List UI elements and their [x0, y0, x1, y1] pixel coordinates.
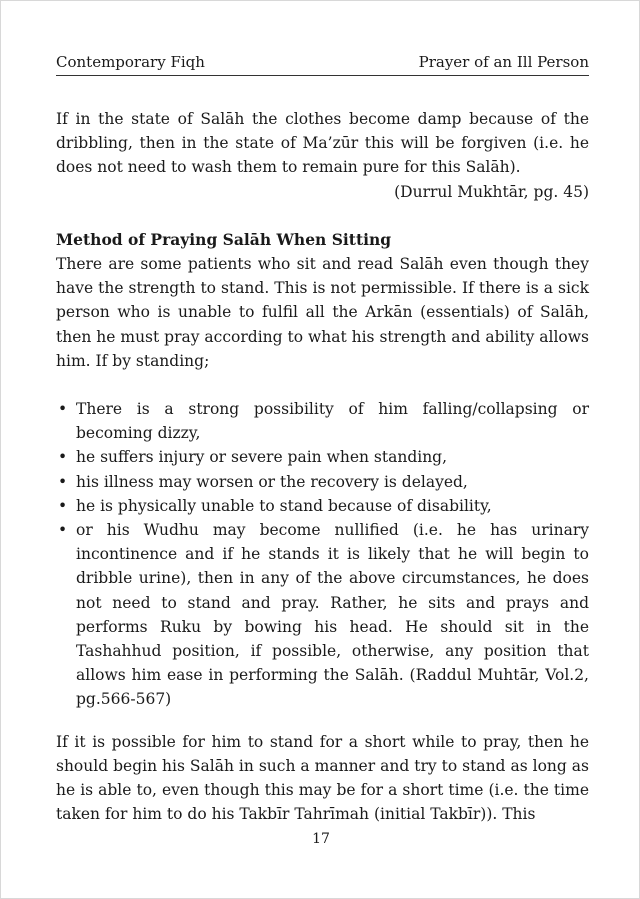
page-body	[56, 107, 589, 826]
bullet-icon: •	[58, 521, 68, 540]
section-heading: Method of Praying Salāh When Sitting	[56, 229, 392, 249]
bullet-icon: •	[58, 496, 68, 515]
closing-paragraph: If it is possible for him to stand for a short while to pray, then he should begin his Salāh in such a manner and try to stand as long as he is able to, even though this may be for a short time (i.e. the time taken for him to do his Takbīr Tahrīmah (initial Takbīr)). This	[56, 732, 589, 824]
running-header	[56, 51, 589, 76]
spacer	[56, 204, 589, 228]
bullet-icon: •	[58, 472, 68, 491]
intro-paragraph: If in the state of Salāh the clothes become damp because of the dribbling, then in the state of Ma’zūr this will be forgiven (i.e. he does not need to wash them to remain pure for this Salāh).	[56, 110, 589, 177]
bullet-icon: •	[58, 448, 68, 467]
list-item	[56, 470, 589, 494]
list-item	[56, 445, 589, 469]
list-item-text: There is a strong possibility of him falling/collapsing or becoming dizzy,	[76, 400, 589, 443]
list-item	[56, 518, 589, 712]
bullet-icon: •	[58, 400, 68, 419]
list-item-text: he is physically unable to stand because of disability,	[76, 496, 492, 515]
list-item	[56, 397, 589, 445]
list-item	[56, 494, 589, 518]
header-chapter-title: Prayer of an Ill Person	[418, 53, 589, 71]
page-number: 17	[312, 831, 330, 847]
conditions-list	[56, 397, 589, 712]
header-book-title: Contemporary Fiqh	[56, 53, 205, 71]
list-item-text: he suffers injury or severe pain when standing,	[76, 448, 448, 467]
section-paragraph: There are some patients who sit and read Salāh even though they have the strength to stand. This is not permissible. If there is a sick person who is unable to fulfil all the Arkān (essentials) of Salāh, then he must pray according to what his strength and ability allows him. If by standing;	[56, 255, 589, 370]
list-item-text: or his Wudhu may become nullified (i.e. he has urinary incontinence and if he stands it is likely that he will begin to dribble urine), then in any of the above circumstances, he does not need to stand and pray. Rather, he sits and prays and performs Ruku by bowing his head. He should sit in the Tashahhud position, if possible, otherwise, any position that allows him ease in performing the Salāh. (Raddul Muhtār, Vol.2, pg.566-567)	[76, 521, 589, 709]
spacer	[56, 373, 589, 397]
list-item-text: his illness may worsen or the recovery is delayed,	[76, 472, 468, 491]
intro-citation: (Durrul Mukhtār, pg. 45)	[394, 182, 589, 201]
spacer	[56, 712, 589, 730]
